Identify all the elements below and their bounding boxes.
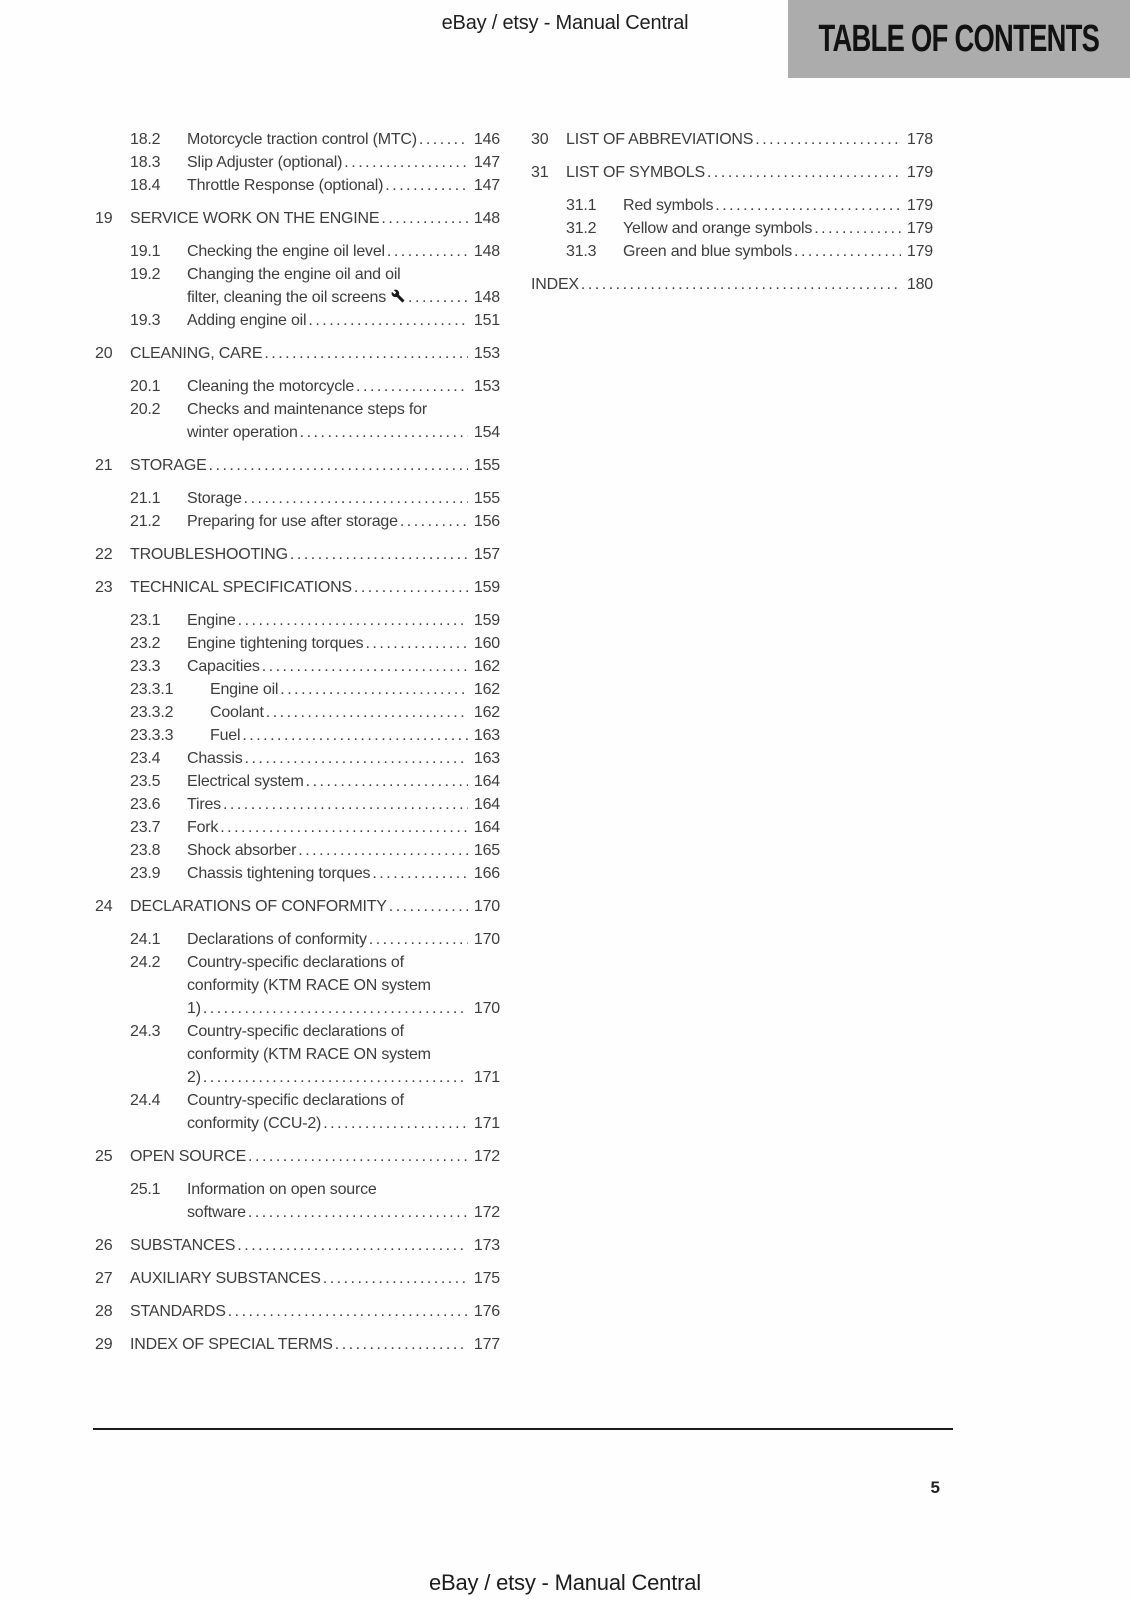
toc-entry	[95, 770, 500, 793]
toc-entry	[531, 194, 933, 217]
toc-entry-title: INDEX	[531, 276, 579, 293]
toc-entry-number: 30	[531, 131, 549, 148]
toc-entry-line	[95, 701, 500, 724]
toc-entry-title: Country-specific declarations of	[187, 1092, 404, 1109]
toc-page-number: 165	[473, 842, 500, 859]
toc-leader-dots	[238, 609, 468, 632]
toc-page-number: 171	[473, 1069, 500, 1086]
toc-entry-line	[95, 1201, 500, 1224]
toc-entry-number: 23.1	[130, 612, 161, 629]
toc-leader-dots	[323, 1112, 468, 1135]
toc-entry-number: 23.5	[130, 773, 161, 790]
toc-entry	[531, 240, 933, 263]
toc-leader-dots	[237, 1234, 468, 1257]
toc-entry-line	[95, 128, 500, 151]
toc-entry-number: 23	[95, 579, 113, 596]
toc-leader-dots	[408, 286, 468, 309]
toc-entry	[95, 174, 500, 197]
toc-page-number: 175	[473, 1270, 500, 1287]
toc-entry	[95, 342, 500, 365]
toc-page-number: 159	[473, 612, 500, 629]
toc-entry-line	[95, 263, 500, 286]
toc-page-number: 171	[473, 1115, 500, 1132]
toc-entry	[95, 1089, 500, 1135]
toc-page-number: 147	[473, 154, 500, 171]
toc-leader-dots	[298, 839, 468, 862]
toc-header-box	[788, 0, 1130, 78]
toc-entry-title: Country-specific declarations of	[187, 1023, 404, 1040]
toc-page-number: 166	[473, 865, 500, 882]
toc-entry-number: 20.2	[130, 401, 161, 418]
toc-entry-line	[95, 487, 500, 510]
toc-leader-dots	[385, 174, 468, 197]
toc-entry-line	[95, 1145, 500, 1168]
toc-entry-number: 25	[95, 1148, 113, 1165]
page-number: 5	[930, 1478, 940, 1497]
page-title: TABLE OF CONTENTS	[818, 17, 1100, 60]
toc-page-number: 163	[473, 727, 500, 744]
toc-page-number: 151	[473, 312, 500, 329]
toc-entry-title: Storage	[187, 490, 242, 507]
toc-entry-title: LIST OF ABBREVIATIONS	[566, 131, 754, 148]
toc-entry-line	[95, 862, 500, 885]
toc-entry	[95, 701, 500, 724]
toc-leader-dots	[220, 816, 468, 839]
toc-entry-number: 19.2	[130, 266, 161, 283]
toc-entry-number: 31	[531, 164, 549, 181]
toc-entry-line	[95, 678, 500, 701]
toc-entry-line	[95, 1066, 500, 1089]
toc-page-number: 180	[906, 276, 933, 293]
toc-entry-title: Green and blue symbols	[623, 243, 793, 260]
toc-entry-line	[95, 375, 500, 398]
toc-entry-line	[531, 240, 933, 263]
toc-entry	[531, 217, 933, 240]
toc-entry	[95, 1178, 500, 1224]
toc-entry-line	[95, 1178, 500, 1201]
toc-entry-line	[95, 632, 500, 655]
toc-entry	[95, 510, 500, 533]
toc-entry-title: Electrical system	[187, 773, 304, 790]
toc-page-number: 164	[473, 796, 500, 813]
toc-entry-line	[95, 240, 500, 263]
toc-page-number: 179	[906, 197, 933, 214]
toc-entry-line	[95, 286, 500, 309]
toc-entry-title: Shock absorber	[187, 842, 297, 859]
toc-leader-dots	[266, 701, 468, 724]
toc-entry-title: Changing the engine oil and oil	[187, 266, 401, 283]
toc-entry-title: TECHNICAL SPECIFICATIONS	[130, 579, 352, 596]
toc-entry-title: Throttle Response (optional)	[187, 177, 384, 194]
toc-page-number: 172	[473, 1148, 500, 1165]
toc-entry	[95, 816, 500, 839]
toc-entry-number: 21.1	[130, 490, 161, 507]
toc-entry-title: TROUBLESHOOTING	[130, 546, 288, 563]
toc-entry	[95, 1300, 500, 1323]
toc-entry-line	[95, 1333, 500, 1356]
toc-leader-dots	[262, 655, 468, 678]
toc-page-number: 146	[473, 131, 500, 148]
toc-entry-title: SERVICE WORK ON THE ENGINE	[130, 210, 380, 227]
toc-leader-dots	[323, 1267, 468, 1290]
toc-entry-number: 20	[95, 345, 113, 362]
toc-entry	[95, 655, 500, 678]
toc-column	[95, 128, 500, 1356]
toc-entry	[95, 609, 500, 632]
toc-entry-line	[95, 974, 500, 997]
toc-entry	[95, 1145, 500, 1168]
toc-entry-title: conformity (KTM RACE ON system	[187, 977, 431, 994]
toc-page-number: 147	[473, 177, 500, 194]
toc-entry	[531, 128, 933, 151]
toc-page-number: 170	[473, 931, 500, 948]
toc-page-number: 176	[473, 1303, 500, 1320]
toc-entry-number: 23.3.3	[130, 727, 174, 744]
toc-leader-dots	[372, 862, 468, 885]
toc-entry-title: conformity (CCU-2)	[187, 1115, 322, 1132]
toc-entry-line	[95, 928, 500, 951]
toc-entry-number: 31.2	[566, 220, 597, 237]
toc-leader-dots	[264, 342, 468, 365]
toc-entry-number: 31.1	[566, 197, 597, 214]
toc-leader-dots	[715, 194, 901, 217]
site-footer-label: eBay / etsy - Manual Central	[429, 1570, 701, 1595]
toc-leader-dots	[344, 151, 468, 174]
toc-entry-title: Chassis	[187, 750, 243, 767]
toc-leader-dots	[248, 1145, 468, 1168]
toc-entry-title: Preparing for use after storage	[187, 513, 398, 530]
toc-leader-dots	[335, 1333, 468, 1356]
toc-entry-title: Fuel	[210, 727, 241, 744]
toc-entry-title: winter operation	[187, 424, 298, 441]
toc-entry-line	[95, 151, 500, 174]
toc-page-number: 162	[473, 681, 500, 698]
toc-leader-dots	[209, 454, 468, 477]
toc-column	[531, 128, 933, 1356]
toc-leader-dots	[419, 128, 468, 151]
toc-entry-title: STORAGE	[130, 457, 207, 474]
toc-entry	[95, 951, 500, 1020]
toc-entry-line	[95, 1089, 500, 1112]
toc-leader-dots	[308, 309, 468, 332]
toc-entry-line	[95, 1234, 500, 1257]
toc-entry-line	[95, 793, 500, 816]
toc-entry-title: CLEANING, CARE	[130, 345, 263, 362]
toc-entry	[95, 309, 500, 332]
toc-entry-title: Engine tightening torques	[187, 635, 364, 652]
toc-entry	[95, 263, 500, 309]
toc-entry	[95, 632, 500, 655]
toc-entry	[95, 928, 500, 951]
toc-entry-number: 18.4	[130, 177, 161, 194]
toc-entry	[95, 207, 500, 230]
toc-entry	[531, 161, 933, 184]
toc-entry-line	[95, 309, 500, 332]
toc-entry-number: 21	[95, 457, 113, 474]
toc-entry	[95, 454, 500, 477]
toc-entry-line	[95, 454, 500, 477]
toc-entry-line	[95, 543, 500, 566]
toc-entry-title: Yellow and orange symbols	[623, 220, 813, 237]
toc-entry-line	[95, 816, 500, 839]
toc-entry-number: 18.3	[130, 154, 161, 171]
toc-leader-dots	[203, 1066, 468, 1089]
toc-page-number: 153	[473, 378, 500, 395]
toc-entry-line	[531, 128, 933, 151]
toc-page-number: 173	[473, 1237, 500, 1254]
toc-entry-number: 19	[95, 210, 113, 227]
toc-entry-title: Engine	[187, 612, 236, 629]
toc-entry-title: Chassis tightening torques	[187, 865, 371, 882]
toc-leader-dots	[203, 997, 468, 1020]
toc-entry-line	[95, 1020, 500, 1043]
toc-leader-dots	[381, 207, 468, 230]
toc-entry-line	[95, 609, 500, 632]
toc-page-number: 160	[473, 635, 500, 652]
toc-leader-dots	[400, 510, 468, 533]
toc-entry	[95, 1333, 500, 1356]
toc-entry-line	[95, 510, 500, 533]
toc-entry-number: 23.3	[130, 658, 161, 675]
toc-entry	[95, 398, 500, 444]
toc-entry-line	[95, 576, 500, 599]
toc-page-number: 148	[473, 243, 500, 260]
toc-entry-line	[95, 342, 500, 365]
toc-entry-line	[531, 217, 933, 240]
toc-entry	[95, 240, 500, 263]
toc-entry-title: Tires	[187, 796, 221, 813]
toc-entry-number: 22	[95, 546, 113, 563]
toc-entry-line	[95, 951, 500, 974]
toc-entry-line	[95, 421, 500, 444]
toc-leader-dots	[389, 895, 468, 918]
site-header-label: eBay / etsy - Manual Central	[441, 12, 689, 34]
toc-page-number: 156	[473, 513, 500, 530]
toc-leader-dots	[354, 576, 468, 599]
toc-page-number: 172	[473, 1204, 500, 1221]
toc-entry-title: conformity (KTM RACE ON system	[187, 1046, 431, 1063]
toc-entry-number: 23.4	[130, 750, 161, 767]
toc-leader-dots	[245, 747, 468, 770]
toc-entry-line	[95, 997, 500, 1020]
toc-entry-number: 23.8	[130, 842, 161, 859]
toc-entry-title: AUXILIARY SUBSTANCES	[130, 1270, 321, 1287]
toc-page-number: 179	[906, 243, 933, 260]
toc-leader-dots	[306, 770, 468, 793]
toc-entry-number: 24.3	[130, 1023, 161, 1040]
toc-leader-dots	[755, 128, 901, 151]
toc-entry-number: 18.2	[130, 131, 161, 148]
toc-page-number: 170	[473, 898, 500, 915]
toc-entry	[95, 747, 500, 770]
toc-entry-line	[95, 655, 500, 678]
toc-entry-title: Fork	[187, 819, 219, 836]
toc-entry	[95, 576, 500, 599]
toc-entry-number: 19.3	[130, 312, 161, 329]
toc-entry-line	[95, 174, 500, 197]
toc-leader-dots	[228, 1300, 468, 1323]
toc-entry-number: 29	[95, 1336, 113, 1353]
toc-entry	[95, 151, 500, 174]
toc-entry-title: OPEN SOURCE	[130, 1148, 247, 1165]
toc-leader-dots	[707, 161, 901, 184]
toc-page-number: 164	[473, 773, 500, 790]
toc-page-number: 155	[473, 457, 500, 474]
toc-entry-line	[95, 1300, 500, 1323]
toc-page-number: 177	[473, 1336, 500, 1353]
wrench-icon	[391, 289, 405, 303]
toc-entry-line	[95, 770, 500, 793]
toc-entry-title: Information on open source	[187, 1181, 377, 1198]
toc-entry-title: Checks and maintenance steps for	[187, 401, 427, 418]
toc-page-number: 159	[473, 579, 500, 596]
toc-entry-line	[95, 207, 500, 230]
toc-page-number: 170	[473, 1000, 500, 1017]
toc-entry-title: Checking the engine oil level	[187, 243, 385, 260]
toc-entry	[95, 724, 500, 747]
toc-entry-number: 20.1	[130, 378, 161, 395]
toc-page-number: 179	[906, 220, 933, 237]
toc-entry-line	[95, 895, 500, 918]
toc-entry-title: filter, cleaning the oil screens	[187, 289, 387, 306]
toc-entry	[95, 128, 500, 151]
toc-entry-number: 24	[95, 898, 113, 915]
toc-entry	[95, 678, 500, 701]
toc-leader-dots	[248, 1201, 468, 1224]
toc-page-number: 164	[473, 819, 500, 836]
toc-leader-dots	[369, 928, 468, 951]
toc-entry	[95, 543, 500, 566]
toc-entry	[95, 1267, 500, 1290]
toc-entry-number: 23.2	[130, 635, 161, 652]
toc-entry-title: STANDARDS	[130, 1303, 226, 1320]
toc-entry-title: DECLARATIONS OF CONFORMITY	[130, 898, 387, 915]
toc-entry	[95, 1234, 500, 1257]
toc-entry-number: 28	[95, 1303, 113, 1320]
toc-leader-dots	[814, 217, 901, 240]
toc-entry	[95, 1020, 500, 1089]
toc-entry-line	[95, 839, 500, 862]
toc-leader-dots	[280, 678, 468, 701]
toc-entry-title: Country-specific declarations of	[187, 954, 404, 971]
toc-entry-title: Adding engine oil	[187, 312, 307, 329]
toc-page-number: 148	[473, 289, 500, 306]
toc-entry-number: 23.9	[130, 865, 161, 882]
toc-leader-dots	[223, 793, 468, 816]
toc-page-number: 179	[906, 164, 933, 181]
toc-entry-number: 23.3.2	[130, 704, 174, 721]
toc-entry	[95, 839, 500, 862]
toc-leader-dots	[300, 421, 468, 444]
toc-entry-line	[95, 724, 500, 747]
toc-entry	[95, 375, 500, 398]
toc-entry-title: Coolant	[210, 704, 264, 721]
toc-leader-dots	[387, 240, 468, 263]
toc-leader-dots	[794, 240, 901, 263]
toc-page-number: 148	[473, 210, 500, 227]
toc-entry-number: 25.1	[130, 1181, 161, 1198]
toc-page-number: 154	[473, 424, 500, 441]
toc-entry-line	[531, 161, 933, 184]
toc-entry	[531, 273, 933, 296]
toc-leader-dots	[581, 273, 901, 296]
toc-entry	[95, 895, 500, 918]
toc-page-number: 163	[473, 750, 500, 767]
toc-entry-number: 23.6	[130, 796, 161, 813]
toc-entry-title: Engine oil	[210, 681, 279, 698]
toc-entry-number: 21.2	[130, 513, 161, 530]
toc-entry-line	[95, 747, 500, 770]
toc-page-number: 153	[473, 345, 500, 362]
toc-entry	[95, 487, 500, 510]
toc-entry-title: Slip Adjuster (optional)	[187, 154, 343, 171]
toc-entry-number: 24.4	[130, 1092, 161, 1109]
toc-entry-title: Declarations of conformity	[187, 931, 367, 948]
toc-leader-dots	[356, 375, 468, 398]
toc-entry-line	[531, 273, 933, 296]
toc-leader-dots	[290, 543, 468, 566]
footer-divider-line	[93, 1428, 953, 1430]
toc-entry-title: 1)	[187, 1000, 201, 1017]
toc-page-number: 155	[473, 490, 500, 507]
toc-page-number: 178	[906, 131, 933, 148]
toc-columns	[95, 128, 933, 1356]
toc-entry-number: 27	[95, 1270, 113, 1287]
toc-entry-line	[531, 194, 933, 217]
toc-entry-title: 2)	[187, 1069, 201, 1086]
toc-page-number: 162	[473, 704, 500, 721]
toc-entry-title: Capacities	[187, 658, 260, 675]
toc-entry-line	[95, 1112, 500, 1135]
toc-leader-dots	[242, 724, 468, 747]
toc-entry-title: INDEX OF SPECIAL TERMS	[130, 1336, 333, 1353]
toc-entry-number: 19.1	[130, 243, 161, 260]
toc-page-number: 157	[473, 546, 500, 563]
toc-entry-title: Cleaning the motorcycle	[187, 378, 355, 395]
toc-entry-number: 31.3	[566, 243, 597, 260]
toc-entry-number: 26	[95, 1237, 113, 1254]
toc-page-number: 162	[473, 658, 500, 675]
toc-entry-line	[95, 398, 500, 421]
toc-entry-number: 23.7	[130, 819, 161, 836]
toc-entry-title: Red symbols	[623, 197, 714, 214]
toc-entry-title: LIST OF SYMBOLS	[566, 164, 705, 181]
toc-entry-number: 24.1	[130, 931, 161, 948]
toc-entry	[95, 862, 500, 885]
toc-leader-dots	[365, 632, 467, 655]
toc-entry-number: 24.2	[130, 954, 161, 971]
toc-entry-line	[95, 1267, 500, 1290]
toc-entry-line	[95, 1043, 500, 1066]
toc-entry	[95, 793, 500, 816]
toc-leader-dots	[244, 487, 468, 510]
toc-entry-title: Motorcycle traction control (MTC)	[187, 131, 417, 148]
toc-entry-number: 23.3.1	[130, 681, 174, 698]
toc-entry-title: software	[187, 1204, 246, 1221]
toc-entry-title: SUBSTANCES	[130, 1237, 236, 1254]
